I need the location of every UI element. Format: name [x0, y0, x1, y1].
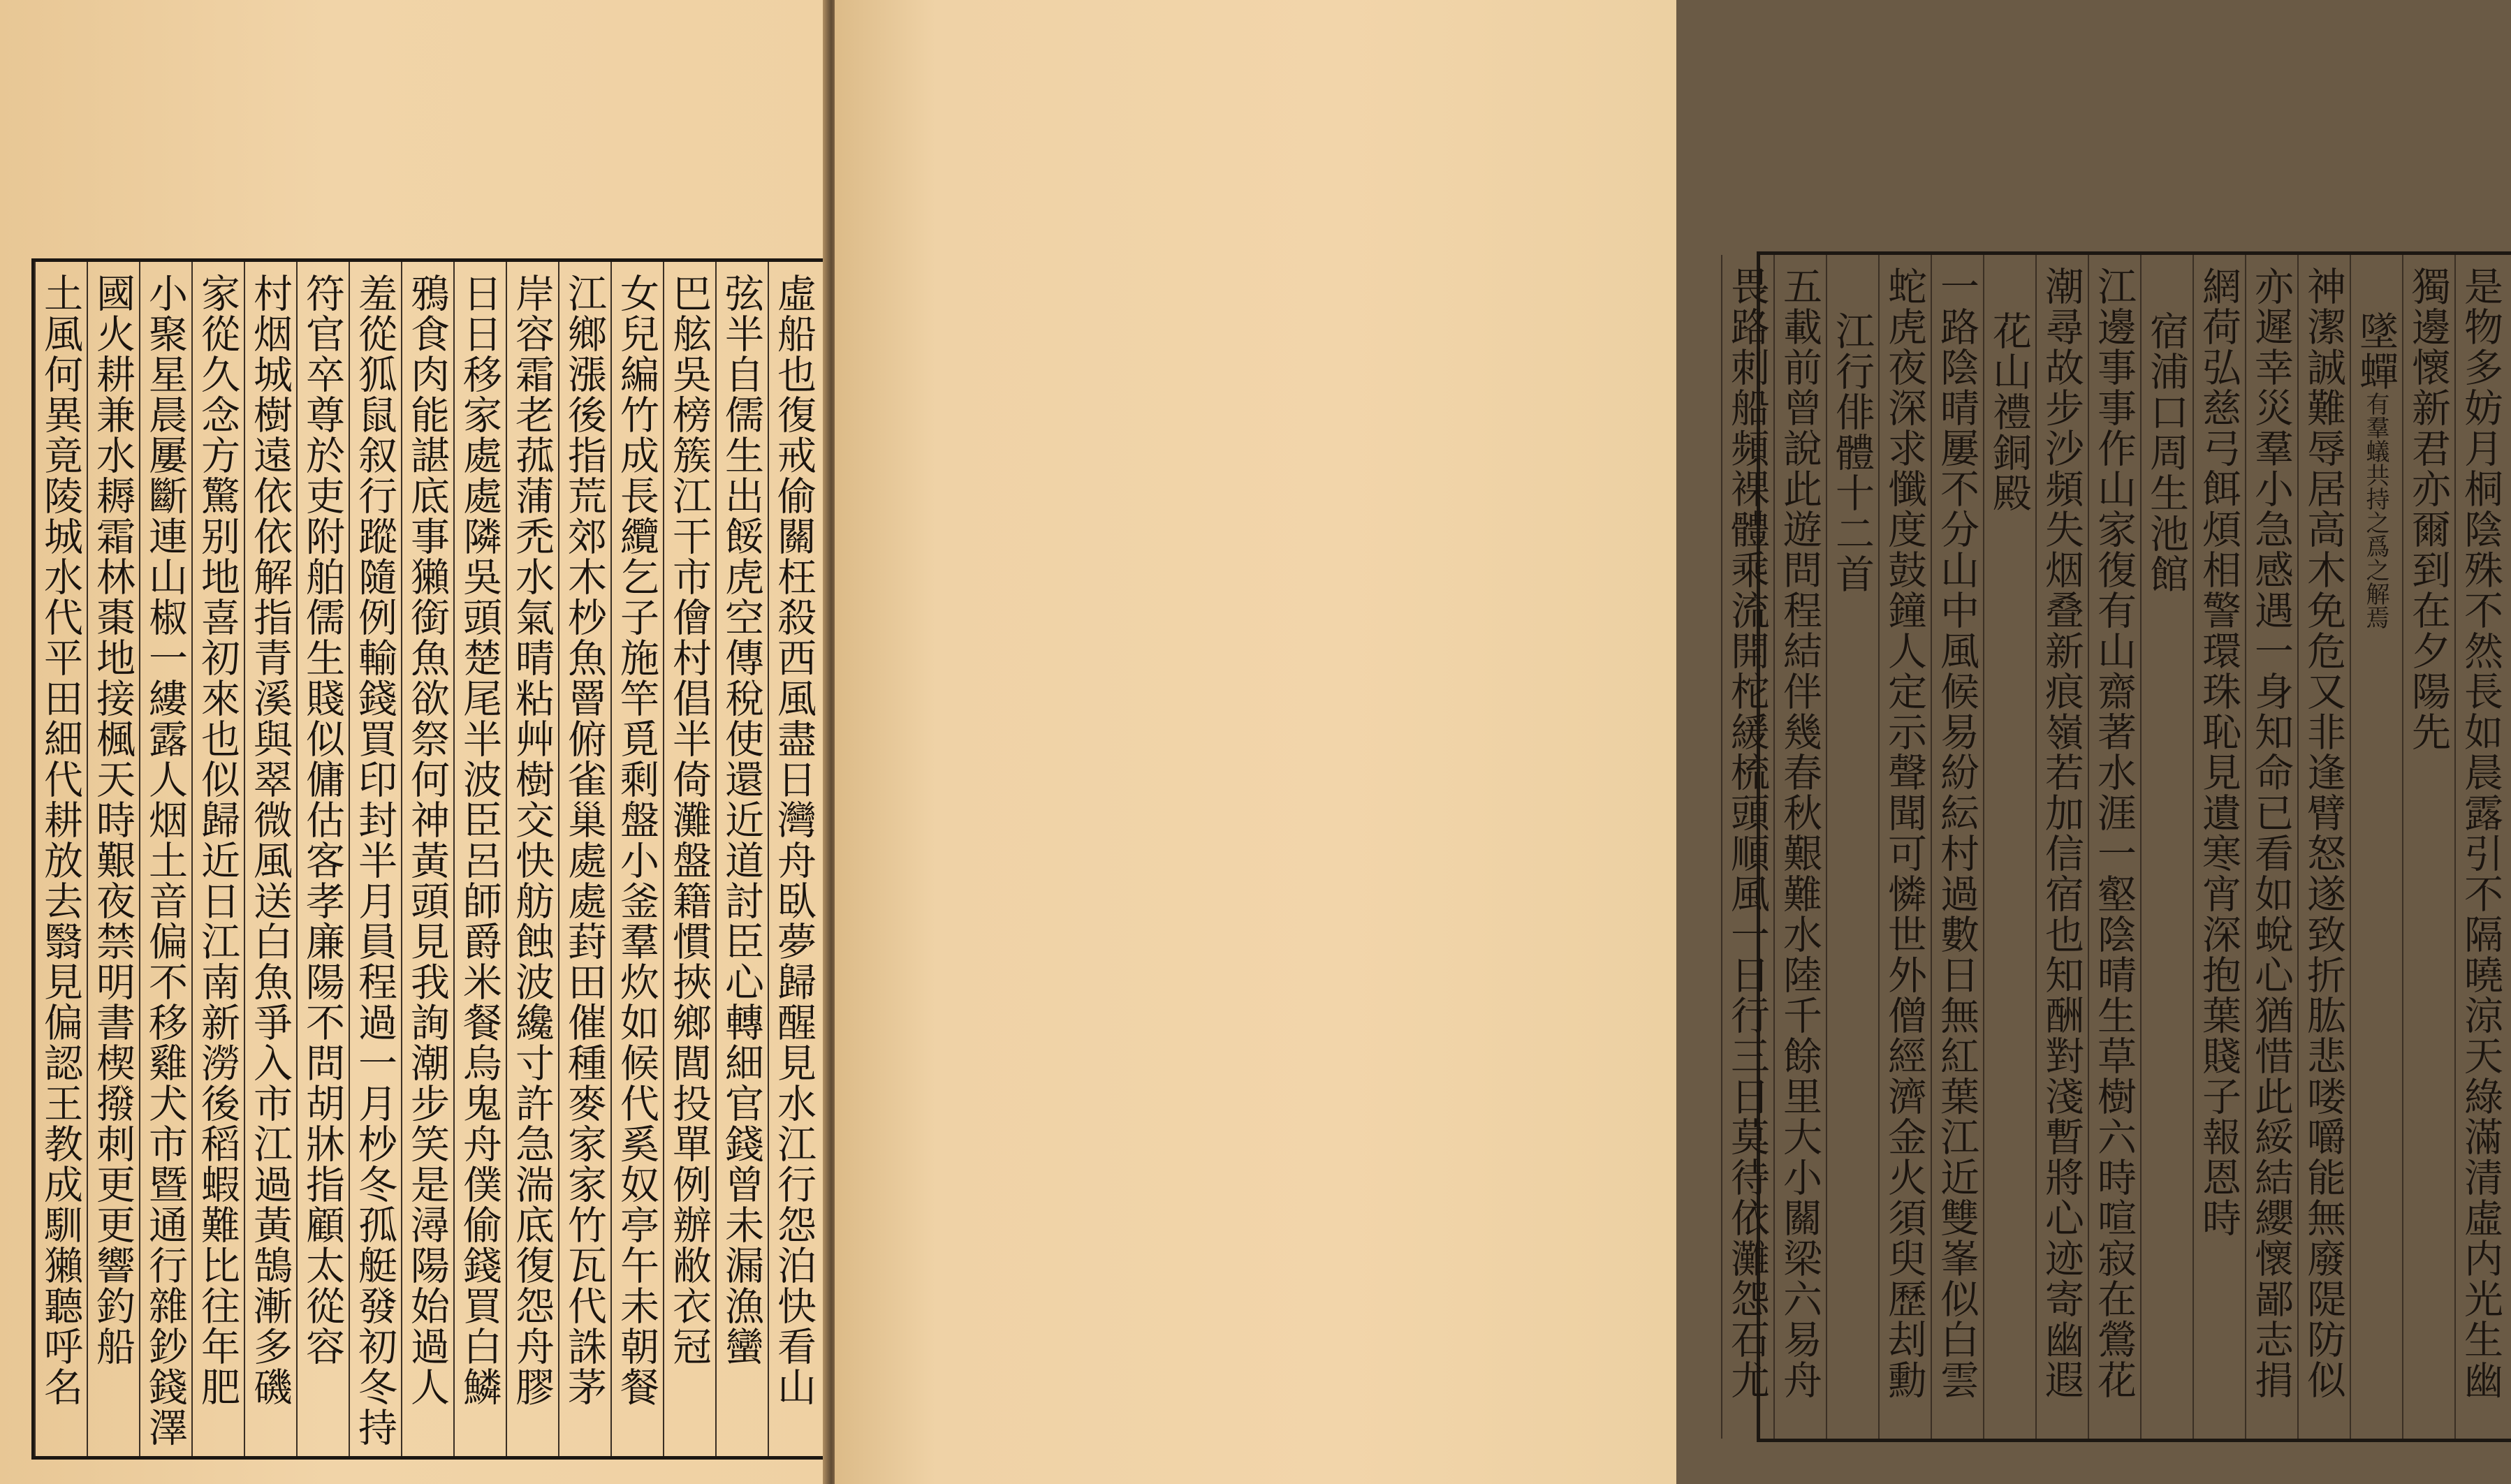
- left-page-column: [715, 262, 768, 1456]
- left-page-column: [610, 262, 663, 1456]
- left-page-column: [663, 262, 715, 1456]
- right-page-column: [1826, 255, 1878, 1439]
- right-page-column-text: 墜蟬: [2353, 311, 2399, 392]
- right-page-column-text: 蛇虎夜深求懺度鼓鐘人定示聲聞可憐世外僧經濟金火須臾歷刦勳: [1882, 266, 1927, 1400]
- right-page-column-text: 花山禮銅殿: [1986, 311, 2032, 513]
- left-page-column-text: 國火耕兼水耨霜林棗地接楓天時艱夜禁明書楔撥刺更更響釣船: [90, 273, 136, 1367]
- right-page-column-text: 是物多妨月桐陰殊不然長如晨露引不隔曉涼天綠滿清虛内光生幽: [2458, 266, 2503, 1400]
- left-page-text-frame: [31, 258, 828, 1460]
- right-page-column: [2454, 255, 2507, 1439]
- right-page-column-text: 網荷弘慈弓餌煩相警環珠恥見遺寒宵深抱葉賤子報恩時: [2196, 266, 2241, 1238]
- right-page-column: [1983, 255, 2035, 1439]
- right-page-column-note: 有羣蟻共持之爲之解焉: [2362, 392, 2389, 629]
- left-page-column: [349, 262, 401, 1456]
- right-page: [835, 0, 2503, 1484]
- left-page-column-text: 江鄉漲後指荒郊木杪魚罾俯雀巢處處葑田催種麥家家竹瓦代誅茅: [562, 273, 607, 1407]
- right-page-column-text: 神潔誠難辱居高木免危又非逢臂怒遂致折肱悲喽嚼能無廢隄防似: [2301, 266, 2346, 1400]
- left-page-column-text: 家從久念方驚别地喜初來也似歸近日江南新澇後稻蝦難比往年肥: [195, 273, 240, 1407]
- right-page-column-text: 江邊事事作山家復有山齋著水涯一壑陰晴生草樹六時喧寂在鶯花: [2091, 266, 2137, 1400]
- right-page-column: [2402, 255, 2454, 1439]
- left-page-column-text: 羞從狐鼠叙行蹤隨例輸錢買印封半月員程過一月杪冬孤艇發初冬持: [352, 273, 397, 1448]
- left-page-column-text: 弦半自儒生出餒虎空傳稅使還近道討臣心轉細官錢曾未漏漁蠻: [719, 273, 764, 1367]
- left-page-column-text: 符官卒尊於吏附舶儒生賤似傭估客孝廉陽不問胡牀指顧太從容: [300, 273, 345, 1367]
- right-page-column: [2192, 255, 2245, 1439]
- left-page-column-text: 小聚星晨屢斷連山椒一縷露人烟土音偏不移雞犬市暨通行雜鈔錢澤: [142, 273, 188, 1448]
- right-page-column-text: 五載前曾說此遊問程結伴幾春秋艱難水陸千餘里大小關梁六易舟: [1777, 266, 1822, 1400]
- left-page-column: [191, 262, 244, 1456]
- right-page-column: [1931, 255, 1983, 1439]
- right-page-column-text: 亦遲幸災羣小急感遇一身知命已看如蛻心猶惜此綏結纓懷鄙志捐: [2248, 266, 2294, 1400]
- left-page-column: [296, 262, 349, 1456]
- left-page-column-text: 巴舷吳榜簇江干市儈村倡半倚灘盤籍慣挾鄉閭投單例辦敝衣冠: [666, 273, 712, 1367]
- left-page: [0, 0, 828, 1484]
- left-page-column: [34, 262, 87, 1456]
- left-page-columns: [35, 262, 824, 1456]
- right-page-column: [2297, 255, 2350, 1439]
- right-page-column: [1773, 255, 1826, 1439]
- left-page-column: [558, 262, 610, 1456]
- right-page-column: [2035, 255, 2088, 1439]
- right-page-column-text: 一路陰晴屢不分山中風候易紛紜村過數日無紅葉江近雙峯似白雲: [1934, 266, 1979, 1400]
- left-page-column: [453, 262, 506, 1456]
- left-page-column-text: 女兒編竹成長纜乞子施竿覓剩盤小釜羣炊如候代奚奴亭午未朝餐: [614, 273, 659, 1407]
- left-page-column: [768, 262, 820, 1456]
- left-page-column-text: 日日移家處處隣吳頭楚尾半波臣呂師爵米餐烏鬼舟僕偷錢買白鱗: [457, 273, 502, 1407]
- left-page-column-text: 岸容霜老菰蒲禿水氣晴粘艸樹交快舫蝕波纔寸許急湍底復怨舟膠: [509, 273, 555, 1407]
- right-page-column-text: 宿浦口周生池館: [2144, 311, 2189, 594]
- right-page-text-frame: [1725, 251, 2511, 1442]
- right-page-column-text: 畏路刺船頻裸體乘流開柁緩梳頭順風一日行三日莫待依灘怨石尤: [1725, 266, 1770, 1400]
- left-page-column-text: 土風何異竟陵城水代平田細代耕放去翳見偏認王教成馴獺聽呼名: [38, 273, 83, 1407]
- left-page-column: [139, 262, 191, 1456]
- left-page-column: [401, 262, 453, 1456]
- right-page-column: [2140, 255, 2192, 1439]
- right-page-column-text: 潮尋故步沙頻失烟叠新痕嶺若加信宿也知酬對淺暫將心迹寄幽遐: [2039, 266, 2084, 1400]
- left-page-column-text: 鴉食肉能諶底事獺銜魚欲祭何神黃頭見我詢潮步笑是潯陽始過人: [404, 273, 450, 1407]
- right-page-column: [2088, 255, 2140, 1439]
- right-page-column-text: 江行俳體十二首: [1829, 311, 1875, 594]
- left-page-column-text: 虛船也復戒偷關枉殺西風盡日灣舟臥夢歸醒見水江行怨泊快看山: [771, 273, 817, 1407]
- left-page-column: [87, 262, 139, 1456]
- right-page-column: [1878, 255, 1931, 1439]
- right-page-column: [2350, 255, 2402, 1439]
- left-page-column-text: 村烟城樹遠依依解指青溪與翠微風送白魚爭入市江過黃鵠漸多磯: [247, 273, 293, 1407]
- right-page-column-text: 獨邊懷新君亦爾到在夕陽先: [2406, 266, 2451, 752]
- left-page-column: [244, 262, 296, 1456]
- right-page-column: [1721, 255, 1773, 1439]
- right-page-column: [2245, 255, 2297, 1439]
- left-page-column: [506, 262, 558, 1456]
- right-page-columns: [1725, 255, 2511, 1439]
